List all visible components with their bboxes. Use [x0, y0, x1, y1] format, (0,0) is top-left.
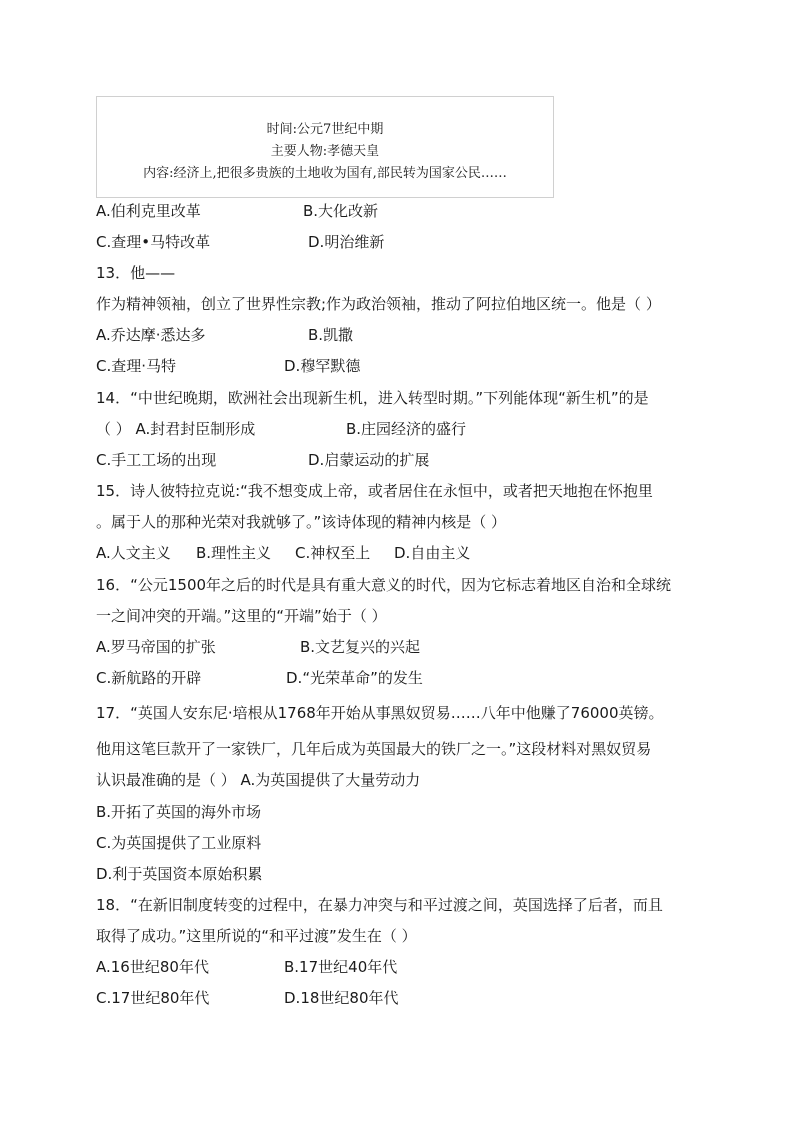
q17-stem-line1: 17．“英国人安东尼·培根从1768年开始从事黑奴贸易……八年中他赚了76000英镑。	[96, 704, 664, 722]
q17-stem-line3: 认识最准确的是（ ） A.为英国提供了大量劳动力	[96, 771, 421, 789]
q14-option-b[interactable]: B.庄园经济的盛行	[346, 420, 467, 438]
q14-option-a[interactable]: （ ） A.封君封臣制形成	[96, 420, 256, 438]
material-time: 时间:公元7世纪中期	[266, 122, 384, 137]
q12-option-d[interactable]: D.明治维新	[308, 233, 385, 251]
material-person: 主要人物:孝德天皇	[270, 144, 380, 159]
q15-stem-line1: 15．诗人彼特拉克说:“我不想变成上帝，或者居住在永恒中，或者把天地抱在怀抱里	[96, 482, 653, 500]
q15-option-b[interactable]: B.理性主义	[196, 544, 272, 562]
q13-option-a[interactable]: A.乔达摩·悉达多	[96, 326, 206, 344]
q18-option-b[interactable]: B.17世纪40年代	[284, 958, 398, 976]
q16-stem-line2: 一之间冲突的开端。”这里的“开端”始于（ ）	[96, 607, 387, 625]
q15-stem-line2: 。属于人的那种光荣对我就够了。”该诗体现的精神内核是（ ）	[96, 513, 507, 531]
q17-option-b[interactable]: B.开拓了英国的海外市场	[96, 803, 262, 821]
q17-option-c[interactable]: C.为英国提供了工业原料	[96, 834, 262, 852]
q16-stem-line1: 16．“公元1500年之后的时代是具有重大意义的时代，因为它标志着地区自治和全球统	[96, 576, 672, 594]
q17-option-d[interactable]: D.利于英国资本原始积累	[96, 865, 263, 883]
q18-option-a[interactable]: A.16世纪80年代	[96, 958, 209, 976]
q14-stem-line1: 14．“中世纪晚期，欧洲社会出现新生机，进入转型时期。”下列能体现“新生机”的是	[96, 389, 649, 407]
q15-option-c[interactable]: C.神权至上	[295, 544, 371, 562]
q12-option-b[interactable]: B.大化改新	[303, 202, 379, 220]
q15-option-d[interactable]: D.自由主义	[394, 544, 471, 562]
q13-option-d[interactable]: D.穆罕默德	[284, 357, 361, 375]
q18-option-c[interactable]: C.17世纪80年代	[96, 989, 210, 1007]
q15-option-a[interactable]: A.人文主义	[96, 544, 171, 562]
q17-stem-line2: 他用这笔巨款开了一家铁厂，几年后成为英国最大的铁厂之一。”这段材料对黑奴贸易	[96, 740, 652, 758]
q18-stem-line1: 18．“在新旧制度转变的过程中，在暴力冲突与和平过渡之间，英国选择了后者，而且	[96, 896, 663, 914]
q16-option-b[interactable]: B.文艺复兴的兴起	[300, 638, 421, 656]
q14-option-d[interactable]: D.启蒙运动的扩展	[308, 451, 430, 469]
q16-option-c[interactable]: C.新航路的开辟	[96, 669, 202, 687]
q16-option-d[interactable]: D.“光荣革命”的发生	[286, 669, 423, 687]
q14-option-c[interactable]: C.手工工场的出现	[96, 451, 217, 469]
q13-stem-line2: 作为精神领袖，创立了世界性宗教;作为政治领袖，推动了阿拉伯地区统一。他是（ ）	[96, 295, 661, 313]
q18-option-d[interactable]: D.18世纪80年代	[284, 989, 399, 1007]
q12-option-c[interactable]: C.查理•马特改革	[96, 233, 211, 251]
q13-stem-line1: 13．他——	[96, 264, 176, 282]
q16-option-a[interactable]: A.罗马帝国的扩张	[96, 638, 216, 656]
q18-stem-line2: 取得了成功。”这里所说的“和平过渡”发生在（ ）	[96, 927, 417, 945]
q12-option-a[interactable]: A.伯利克里改革	[96, 202, 201, 220]
q13-option-c[interactable]: C.查理·马特	[96, 357, 177, 375]
q13-option-b[interactable]: B.凯撒	[308, 326, 354, 344]
material-box	[96, 96, 554, 198]
material-content: 内容:经济上,把很多贵族的土地收为国有,部民转为国家公民……	[143, 166, 507, 181]
